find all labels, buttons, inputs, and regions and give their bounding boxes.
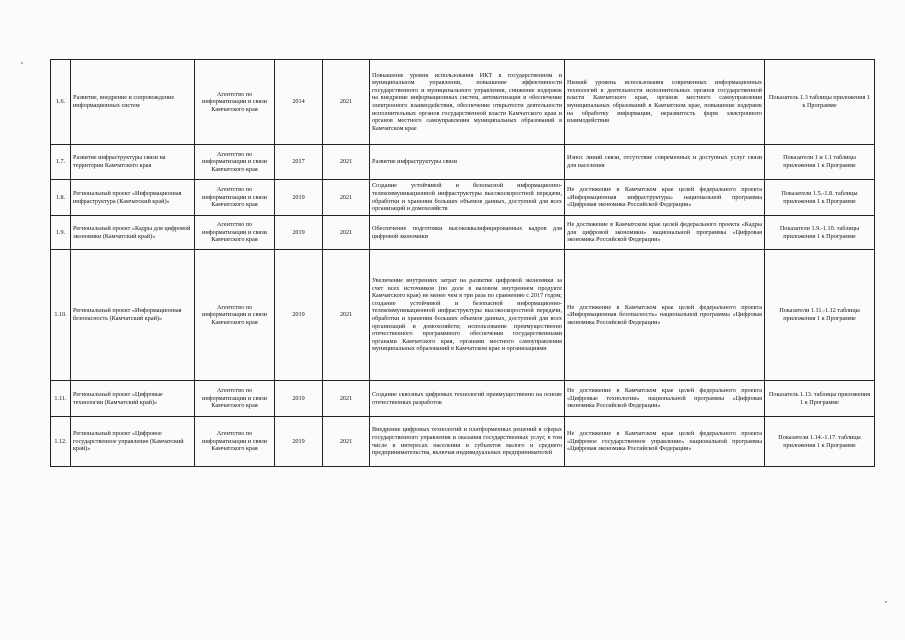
measure-name: Развитие инфраструктуры связи на территории Камчатского края	[71, 145, 195, 180]
measure-name: Региональный проект «Цифровые технологии (Камчатский край)»	[71, 381, 195, 417]
table-row	[51, 145, 875, 180]
start-year: 2014	[275, 60, 323, 145]
measure-name: Региональный проект «Цифровое государственное управление (Камчатский край)»	[71, 417, 195, 467]
expected-result: Повышение уровня использования ИКТ в государственном и муниципальном управлении, повышение эффективности государственного и муниципального управления, снижение издержек на внедрение информационных систем, автоматизация и обеспечение электронного взаимодействия, обеспечение открытости деятельности исполнительных органов государственной власти Камчатского края и органов местного самоуправления муниципальных образований в Камчатском крае	[370, 60, 565, 145]
row-number: 1.9.	[51, 216, 71, 250]
end-year: 2021	[323, 145, 370, 180]
end-year: 2021	[323, 216, 370, 250]
row-number: 1.7.	[51, 145, 71, 180]
row-number: 1.6.	[51, 60, 71, 145]
indicator-link: Показатель 1.13. таблицы приложения 1 к Программе	[765, 381, 875, 417]
responsible-agency: Агентство по информатизации и связи Камчатского края	[195, 145, 275, 180]
expected-result: Увеличение внутренних затрат на развитие цифровой экономики за счет всех источников (по доле в валовом внутреннем продукте Камчатского края) не менее чем в три раза по сравнению с 2017 годом; создание устойчивой и безопасной информационно-телекоммуникационной инфраструктуры высокоскоростной передачи, обработки и хранения больших объемов данных, доступной для всех организаций и домохозяйств; использование преимущественно отечественного программного обеспечения государственными органами Камчатского края, органами местного самоуправления муниципальных образований в Камчатском крае и организациями	[370, 250, 565, 381]
expected-result: Создание устойчивой и безопасной информационно-телекоммуникационной инфраструктуры высокоскоростной передачи, обработки и хранения больших объемов данных, доступной для всех организаций и домохозяйств	[370, 180, 565, 216]
row-number: 1.12.	[51, 417, 71, 467]
end-year: 2021	[323, 250, 370, 381]
expected-result: Создание сквозных цифровых технологий преимущественно на основе отечественных разработок	[370, 381, 565, 417]
non-implementation-consequence: Не достижение в Камчатском крае целей федерального проекта «Информационная безопасность» национальной программы «Цифровая экономика Российской Федерации»	[565, 250, 765, 381]
non-implementation-consequence: Не достижение в Камчатском крае целей федерального проекта «Цифровые технологии» национальной программы «Цифровая экономика Российской Федерации»	[565, 381, 765, 417]
measure-name: Региональный проект «Информационная безопасность (Камчатский край)»	[71, 250, 195, 381]
non-implementation-consequence: Низкий уровень использования современных информационных технологий в деятельности исполнительных органов государственной власти Камчатского края, органов местного самоуправления муниципальных образований в Камчатском крае, повышение издержек на обработку информации, неразвитость форм электронного взаимодействия	[565, 60, 765, 145]
indicator-link: Показатель 1.3 таблицы приложения 1 к Программе	[765, 60, 875, 145]
responsible-agency: Агентство по информатизации и связи Камчатского края	[195, 60, 275, 145]
end-year: 2021	[323, 60, 370, 145]
table-row	[51, 216, 875, 250]
row-number: 1.10.	[51, 250, 71, 381]
end-year: 2021	[323, 381, 370, 417]
responsible-agency: Агентство по информатизации и связи Камчатского края	[195, 250, 275, 381]
start-year: 2019	[275, 250, 323, 381]
end-year: 2021	[323, 180, 370, 216]
row-number: 1.11.	[51, 381, 71, 417]
start-year: 2019	[275, 417, 323, 467]
start-year: 2019	[275, 381, 323, 417]
non-implementation-consequence: Не достижение в Камчатском крае целей федерального проекта «Кадры для цифровой экономики» национальной программы «Цифровая экономика Российской Федерации»	[565, 216, 765, 250]
responsible-agency: Агентство по информатизации и связи Камчатского края	[195, 216, 275, 250]
measure-name: Развитие, внедрение и сопровождение информационных систем	[71, 60, 195, 145]
indicator-link: Показатели 1.14.-1.17. таблицы приложения 1 к Программе	[765, 417, 875, 467]
non-implementation-consequence: Износ линий связи, отсутствие современных и доступных услуг связи для населения	[565, 145, 765, 180]
expected-result: Внедрение цифровых технологий и платформенных решений в сферах государственного управления и оказания государственных услуг, в том числе в интересах населения и субъектов малого и среднего предпринимательства, включая индивидуальных предпринимателей	[370, 417, 565, 467]
row-number: 1.8.	[51, 180, 71, 216]
table-row	[51, 417, 875, 467]
indicator-link: Показатели 1.11.-1.12 таблицы приложения 1 к Программе	[765, 250, 875, 381]
start-year: 2019	[275, 216, 323, 250]
responsible-agency: Агентство по информатизации и связи Камчатского края	[195, 417, 275, 467]
start-year: 2019	[275, 180, 323, 216]
measures-table	[50, 59, 875, 467]
indicator-link: Показатели 1.5.-1.8. таблицы приложения 1 к Программе	[765, 180, 875, 216]
table-row	[51, 381, 875, 417]
expected-result: Развитие инфраструктуры связи	[370, 145, 565, 180]
responsible-agency: Агентство по информатизации и связи Камчатского края	[195, 180, 275, 216]
indicator-link: Показатели 1 и 1.1 таблицы приложения 1 к Программе	[765, 145, 875, 180]
indicator-link: Показатели 1.9.-1.10. таблицы приложения 1 к Программе	[765, 216, 875, 250]
table-row	[51, 250, 875, 381]
non-implementation-consequence: Не достижение в Камчатском крае целей федерального проекта «Цифровое государственное управление» национальной программы «Цифровая экономика Российской Федерации»	[565, 417, 765, 467]
measure-name: Региональный проект «Информационная инфраструктура (Камчатский край)»	[71, 180, 195, 216]
expected-result: Обеспечение подготовки высококвалифицированных кадров для цифровой экономики	[370, 216, 565, 250]
responsible-agency: Агентство по информатизации и связи Камчатского края	[195, 381, 275, 417]
table-row	[51, 180, 875, 216]
measure-name: Региональный проект «Кадры для цифровой экономики (Камчатский край)»	[71, 216, 195, 250]
end-year: 2021	[323, 417, 370, 467]
start-year: 2017	[275, 145, 323, 180]
table-row	[51, 60, 875, 145]
non-implementation-consequence: Не достижение в Камчатском крае целей федерального проекта «Информационная инфраструктура» национальной программы «Цифровая экономика Российской Федерации»	[565, 180, 765, 216]
